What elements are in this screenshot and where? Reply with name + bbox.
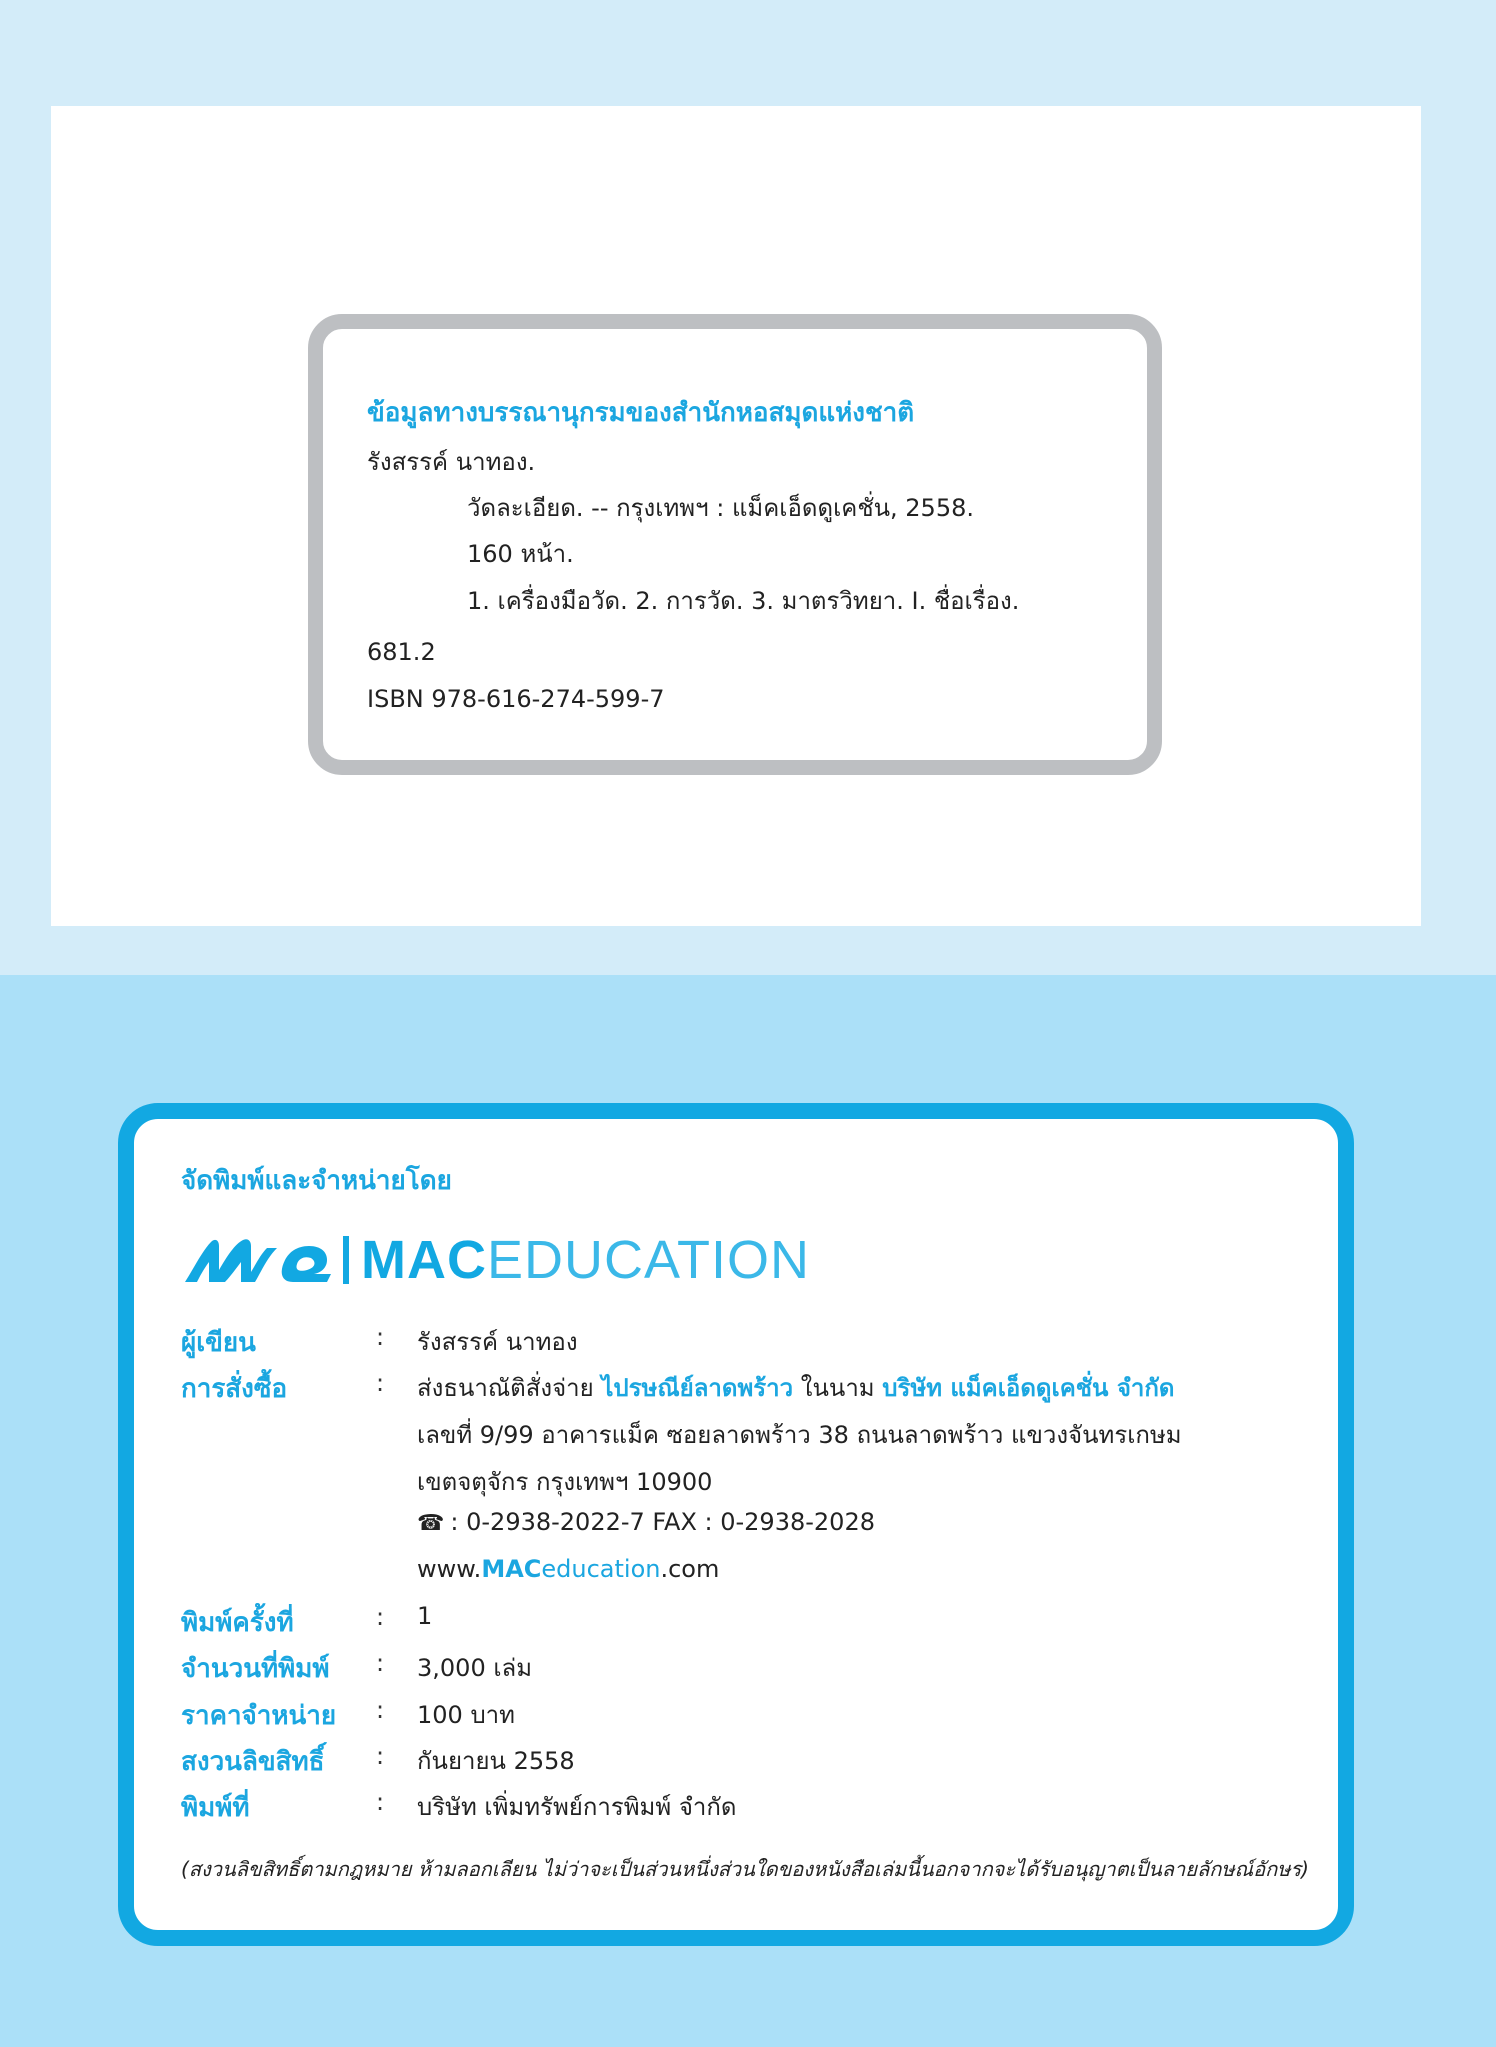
print-run-colon: : [376,1649,385,1677]
print-run-label: จำนวนที่พิมพ์ [181,1654,330,1684]
order-post-office: ไปรษณีย์ลาดพร้าว [601,1374,794,1402]
order-colon: : [376,1369,385,1397]
order-in-name: ในนาม [800,1374,875,1402]
edition-value: 1 [417,1602,433,1630]
price-colon: : [376,1696,385,1724]
order-company: บริษัท แม็คเอ็ดดูเคชั่น จำกัด [882,1374,1175,1402]
order-prefix: ส่งธนาณัติสั่งจ่าย [417,1374,594,1402]
order-label: การสั่งซื้อ [181,1374,288,1404]
order-address-line1: เลขที่ 9/99 อาคารแม็ค ซอยลาดพร้าว 38 ถนนลาดพร้าว แขวงจันทรเกษม [417,1421,1182,1449]
web-mac: MAC [481,1555,542,1583]
edition-colon: : [376,1603,385,1631]
order-phone [417,1508,875,1536]
author-value: รังสรรค์ นาทอง [417,1328,578,1356]
cip-title-entry: วัดละเอียด. -- กรุงเทพฯ : แม็คเอ็ดดูเคชั่น, 2558. [467,494,974,522]
order-website[interactable] [417,1555,719,1583]
cip-class-number: 681.2 [367,638,436,666]
order-address-line2: เขตจตุจักร กรุงเทพฯ 10900 [417,1468,713,1496]
copyright-colon: : [376,1742,385,1770]
price-label: ราคาจำหน่าย [181,1701,337,1731]
printer-label: พิมพ์ที่ [181,1793,250,1823]
mac-education-logo [181,1225,810,1295]
logo-separator [343,1236,349,1284]
edition-label: พิมพ์ครั้งที่ [181,1608,294,1638]
logo-education-text: EDUCATION [486,1230,810,1290]
cip-subjects: 1. เครื่องมือวัด. 2. การวัด. 3. มาตรวิทยา. I. ชื่อเรื่อง. [467,587,1020,615]
web-prefix: www. [417,1555,482,1583]
copyright-notice: (สงวนลิขสิทธิ์ตามกฎหมาย ห้ามลอกเลียน ไม่ว่าจะเป็นส่วนหนึ่งส่วนใดของหนังสือเล่มนี้นอกจากจะได้รับอนุญาตเป็นลายลักษณ์อักษร) [181,1857,1309,1881]
publisher-heading: จัดพิมพ์และจำหน่ายโดย [181,1166,452,1196]
cip-author: รังสรรค์ นาทอง. [367,448,536,476]
logo-wordmark [361,1230,810,1290]
author-label: ผู้เขียน [181,1328,256,1358]
logo-mac-text: MAC [361,1230,487,1290]
web-suffix: .com [660,1555,720,1583]
copyright-label: สงวนลิขสิทธิ์ [181,1747,325,1777]
mac-logo-mark-icon [181,1232,333,1288]
author-colon: : [376,1323,385,1351]
order-value [417,1368,1174,1407]
phone-icon: ☎ [417,1511,445,1536]
web-education: education [541,1555,661,1583]
cip-isbn: ISBN 978-616-274-599-7 [367,685,665,713]
cip-title: ข้อมูลทางบรรณานุกรมของสำนักหอสมุดแห่งชาติ [367,398,915,428]
order-phone-text: : 0-2938-2022-7 FAX : 0-2938-2028 [450,1508,875,1536]
print-run-value: 3,000 เล่ม [417,1654,533,1682]
cip-pages: 160 หน้า. [467,540,574,568]
printer-value: บริษัท เพิ่มทรัพย์การพิมพ์ จำกัด [417,1793,737,1821]
price-value: 100 บาท [417,1701,515,1729]
printer-colon: : [376,1788,385,1816]
copyright-value: กันยายน 2558 [417,1747,575,1775]
